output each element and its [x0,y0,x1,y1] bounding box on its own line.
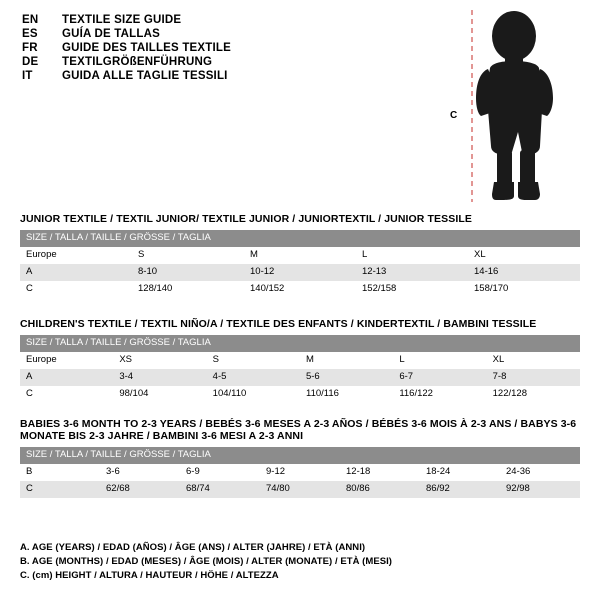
language-row-es [22,28,442,40]
cell-value: 5-6 [300,369,393,386]
children-size-table [20,335,580,403]
cell-value: 110/116 [300,386,393,403]
babies-size-table [20,447,580,498]
cell-value: 86/92 [420,481,500,498]
section-title-children: CHILDREN'S TEXTILE / TEXTIL NIÑO/A / TEXTILE DES ENFANTS / KINDERTEXTIL / BAMBINI TESSILE [20,318,537,330]
cell-value: S [132,247,244,264]
cell-value: 158/170 [468,281,580,298]
table-row [20,352,580,369]
measurement-figure [450,6,590,206]
cell-value: 9-12 [260,464,340,481]
table-row [20,281,580,298]
cell-value: 12-13 [356,264,468,281]
cell-value: 8-10 [132,264,244,281]
legend-line-b: B. AGE (MONTHS) / EDAD (MESES) / ÂGE (MOIS) / ALTER (MONATE) / ETÀ (MESI) [20,556,393,567]
language-code-de: DE [22,56,39,68]
cell-value: L [393,352,486,369]
children-head-label: SIZE / TALLA / TAILLE / GRÖSSE / TAGLIA [20,335,580,352]
language-title-es: GUÍA DE TALLAS [62,28,160,40]
cell-value: 18-24 [420,464,500,481]
cell-value: 62/68 [100,481,180,498]
toddler-silhouette-icon [450,6,590,206]
cell-value: 80/86 [340,481,420,498]
row-label: C [20,481,100,498]
legend-block [20,542,580,584]
row-label: Europe [20,352,113,369]
table-row [20,464,580,481]
table-head-row [20,447,580,464]
language-row-it [22,70,442,82]
row-label: A [20,369,113,386]
cell-value: XL [487,352,580,369]
section-junior-textile [20,213,580,298]
cell-value: 24-36 [500,464,580,481]
junior-head-label: SIZE / TALLA / TAILLE / GRÖSSE / TAGLIA [20,230,580,247]
cell-value: 3-4 [113,369,206,386]
cell-value: 152/158 [356,281,468,298]
section-title-junior: JUNIOR TEXTILE / TEXTIL JUNIOR/ TEXTILE JUNIOR / JUNIORTEXTIL / JUNIOR TESSILE [20,213,472,225]
cell-value: 92/98 [500,481,580,498]
language-row-de [22,56,442,68]
cell-value: 10-12 [244,264,356,281]
cell-value: 3-6 [100,464,180,481]
language-row-en [22,14,442,26]
language-title-de: TEXTILGRÖßENFÜHRUNG [62,56,213,68]
cell-value: XS [113,352,206,369]
language-row-fr [22,42,442,54]
row-label: C [20,386,113,403]
table-head-row [20,335,580,352]
babies-head-label: SIZE / TALLA / TAILLE / GRÖSSE / TAGLIA [20,447,580,464]
cell-value: 74/80 [260,481,340,498]
table-head-row [20,230,580,247]
table-row [20,264,580,281]
height-measure-label: C [450,110,458,121]
cell-value: 116/122 [393,386,486,403]
table-row [20,481,580,498]
language-code-es: ES [22,28,38,40]
row-label: C [20,281,132,298]
table-row [20,386,580,403]
section-title-babies: BABIES 3-6 MONTH TO 2-3 YEARS / BEBÉS 3-6 MESES A 2-3 AÑOS / BÉBÉS 3-6 MOIS À 2-3 ANS / BABYS 3-6 MONATE BIS 2-3 JAHRE / BAMBINI 3-6 MESI A 2-3 ANNI [20,418,577,442]
cell-value: L [356,247,468,264]
cell-value: S [207,352,300,369]
cell-value: M [244,247,356,264]
language-code-en: EN [22,14,39,26]
cell-value: 14-16 [468,264,580,281]
section-babies-textile [20,418,580,498]
cell-value: 128/140 [132,281,244,298]
section-childrens-textile [20,318,580,403]
language-code-fr: FR [22,42,38,54]
table-row [20,369,580,386]
language-title-en: TEXTILE SIZE GUIDE [62,14,182,26]
legend-line-c: C. (cm) HEIGHT / ALTURA / HAUTEUR / HÖHE / ALTEZZA [20,570,279,581]
cell-value: 12-18 [340,464,420,481]
row-label: B [20,464,100,481]
cell-value: 122/128 [487,386,580,403]
legend-line-a: A. AGE (YEARS) / EDAD (AÑOS) / ÂGE (ANS) / ALTER (JAHRE) / ETÀ (ANNI) [20,542,366,553]
cell-value: 6-9 [180,464,260,481]
language-code-it: IT [22,70,33,82]
cell-value: 140/152 [244,281,356,298]
cell-value: XL [468,247,580,264]
row-label: A [20,264,132,281]
cell-value: M [300,352,393,369]
cell-value: 104/110 [207,386,300,403]
cell-value: 68/74 [180,481,260,498]
junior-size-table [20,230,580,298]
language-header [22,14,442,84]
cell-value: 4-5 [207,369,300,386]
table-row [20,247,580,264]
cell-value: 7-8 [487,369,580,386]
row-label: Europe [20,247,132,264]
cell-value: 98/104 [113,386,206,403]
language-title-it: GUIDA ALLE TAGLIE TESSILI [62,70,228,82]
cell-value: 6-7 [393,369,486,386]
language-title-fr: GUIDE DES TAILLES TEXTILE [62,42,231,54]
